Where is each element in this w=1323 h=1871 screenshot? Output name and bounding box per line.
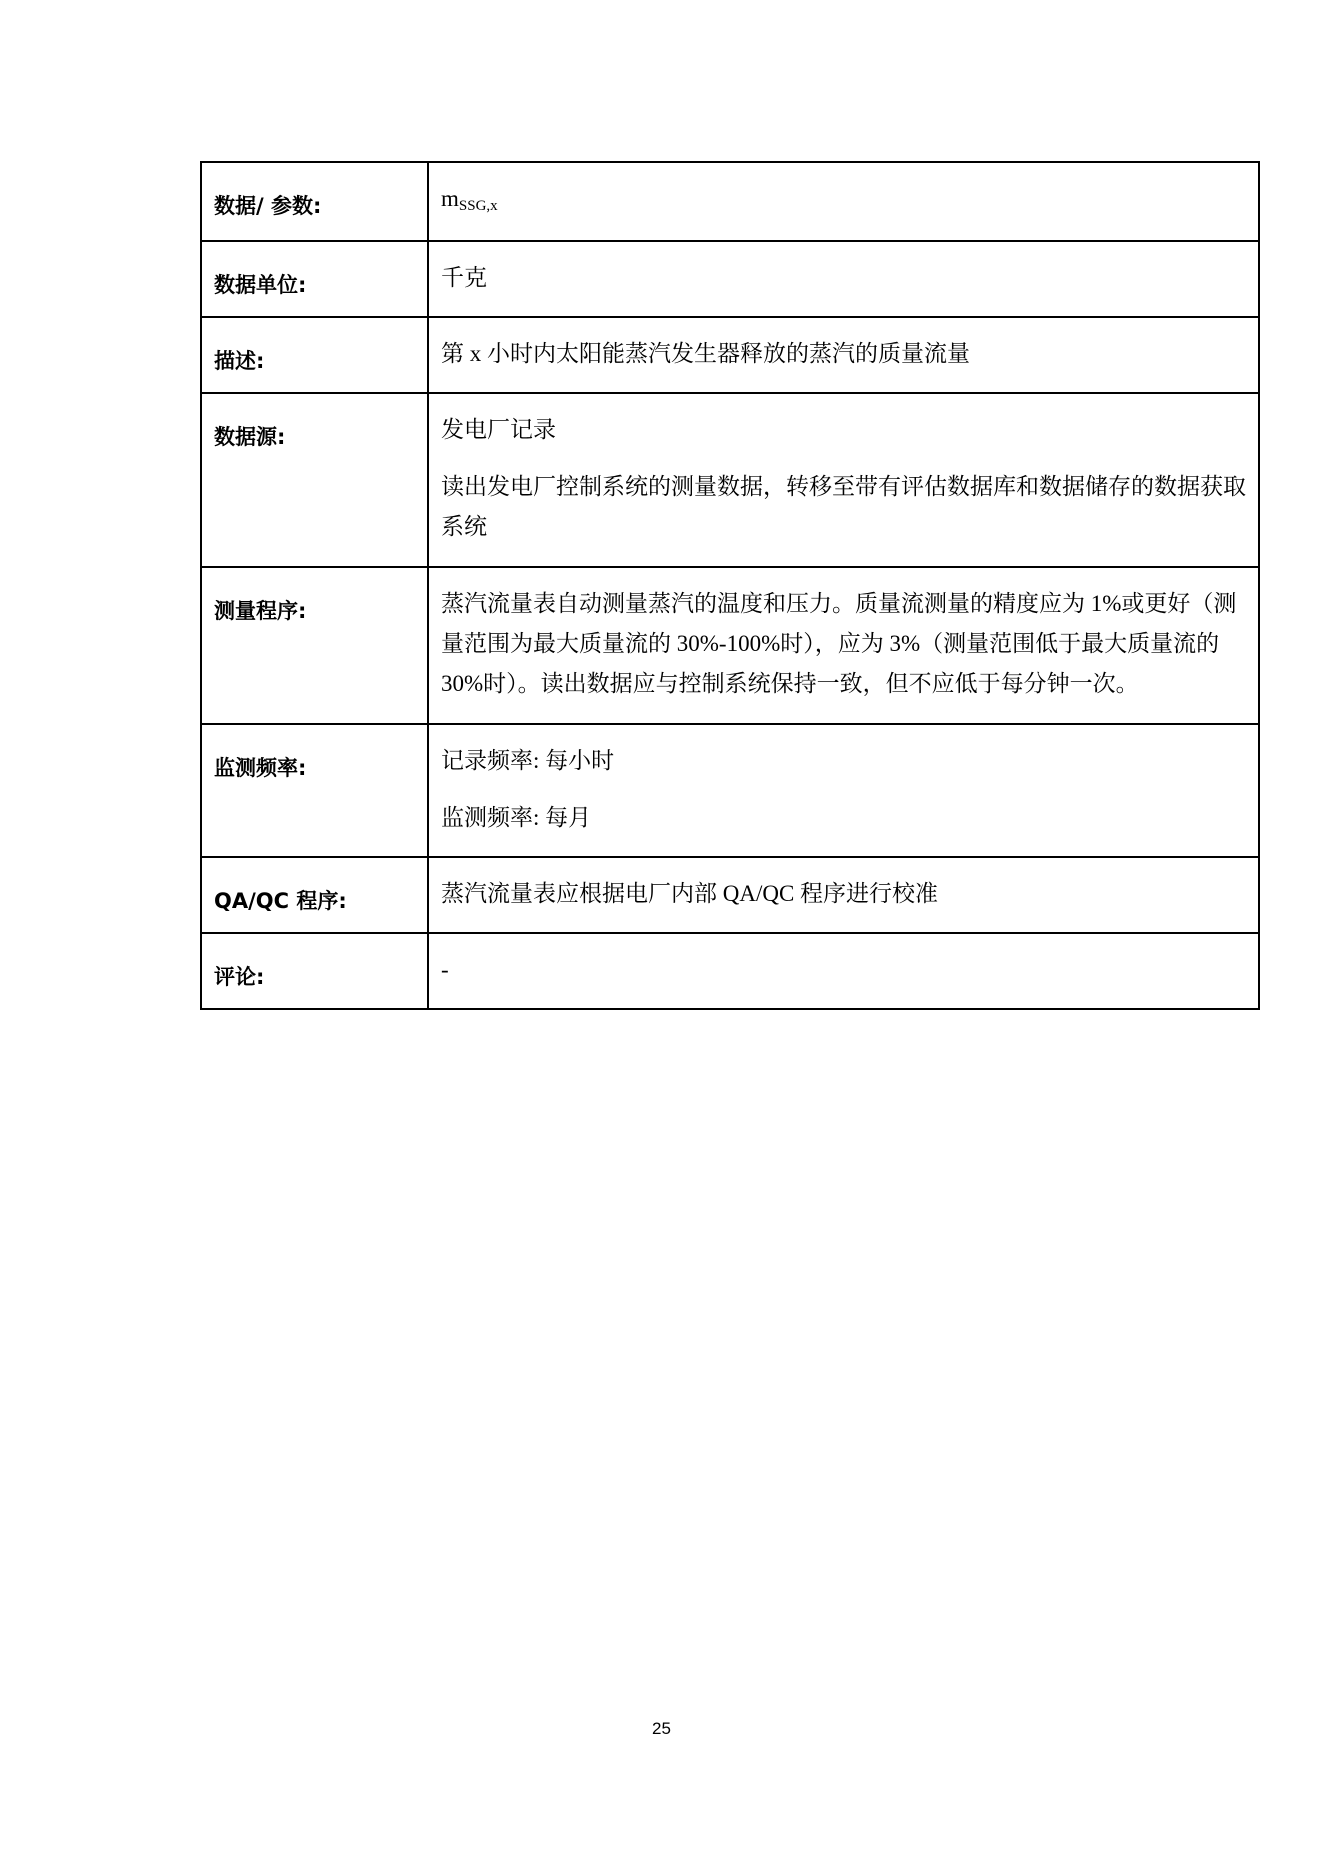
- row-description: [201, 317, 1259, 393]
- row-measurement-procedure: [201, 567, 1259, 724]
- data-source-line-1: 发电厂记录: [441, 417, 556, 442]
- value-data-unit: 千克: [428, 241, 1259, 317]
- label-description: 描述:: [201, 317, 428, 393]
- row-monitoring-frequency: [201, 724, 1259, 857]
- value-qaqc-procedure: 蒸汽流量表应根据电厂内部 QA/QC 程序进行校准: [428, 857, 1259, 933]
- value-comment: -: [428, 933, 1259, 1009]
- parameter-symbol-subscript: SSG,x: [458, 198, 498, 214]
- value-data-parameter: [428, 162, 1259, 241]
- label-data-unit: 数据单位:: [201, 241, 428, 317]
- label-comment: 评论:: [201, 933, 428, 1009]
- value-measurement-procedure: 蒸汽流量表自动测量蒸汽的温度和压力。质量流测量的精度应为 1%或更好（测量范围为最大质量流的 30%-100%时），应为 3%（测量范围低于最大质量流的 30%时）。读出数据应与控制系统保持一致，但不应低于每分钟一次。: [428, 567, 1259, 724]
- row-qaqc-procedure: [201, 857, 1259, 933]
- value-data-source: [428, 393, 1259, 567]
- label-qaqc-procedure: QA/QC 程序:: [201, 857, 428, 933]
- row-comment: [201, 933, 1259, 1009]
- value-description: 第 x 小时内太阳能蒸汽发生器释放的蒸汽的质量流量: [428, 317, 1259, 393]
- label-data-source: 数据源:: [201, 393, 428, 567]
- value-monitoring-frequency: [428, 724, 1259, 857]
- row-data-unit: [201, 241, 1259, 317]
- page-number: 25: [652, 1719, 671, 1738]
- data-source-line-2: 读出发电厂控制系统的测量数据，转移至带有评估数据库和数据储存的数据获取系统: [441, 474, 1246, 539]
- parameter-symbol: m: [441, 186, 459, 211]
- recording-frequency: 记录频率: 每小时: [441, 748, 615, 773]
- parameter-table: [200, 161, 1260, 1010]
- row-data-source: [201, 393, 1259, 567]
- label-data-parameter: 数据/ 参数:: [201, 162, 428, 241]
- label-monitoring-frequency: 监测频率:: [201, 724, 428, 857]
- label-measurement-procedure: 测量程序:: [201, 567, 428, 724]
- monitoring-frequency: 监测频率: 每月: [441, 805, 592, 830]
- row-data-parameter: [201, 162, 1259, 241]
